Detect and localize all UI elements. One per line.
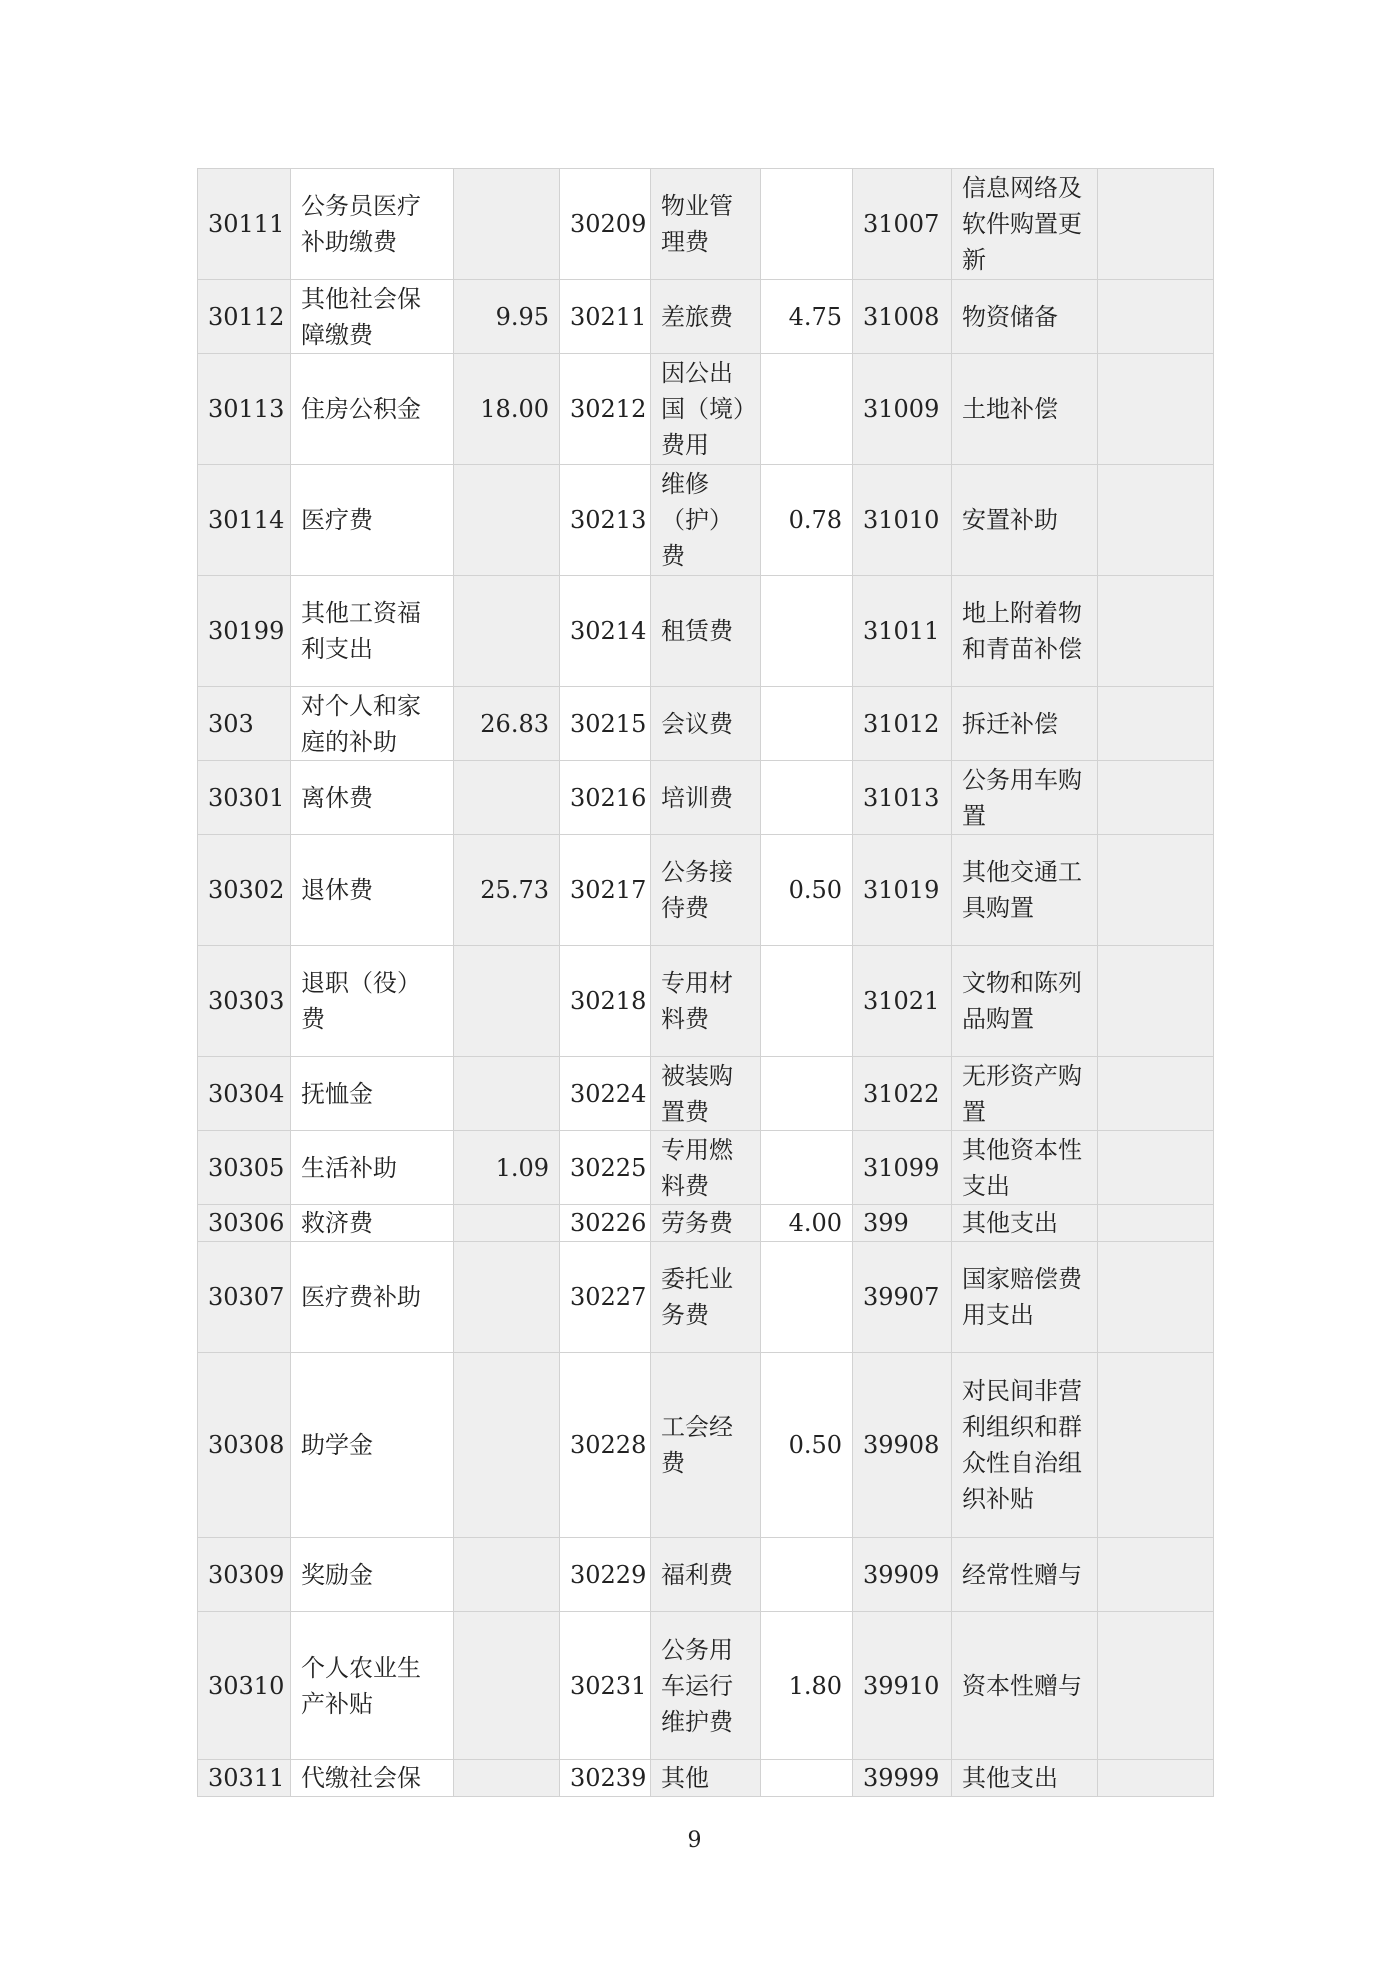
cell-expense-amount: [454, 1242, 560, 1353]
cell-expense-item: 退职（役）费: [291, 946, 454, 1057]
cell-expense-item: 信息网络及软件购置更新: [952, 169, 1098, 280]
cell-expense-amount: 0.50: [761, 1353, 853, 1538]
cell-expense-amount: [454, 1612, 560, 1760]
table-row: [198, 1131, 1214, 1205]
cell-expense-item: 对民间非营利组织和群众性自治组织补贴: [952, 1353, 1098, 1538]
cell-expense-item: 资本性赠与: [952, 1612, 1098, 1760]
cell-expense-amount: 18.00: [454, 354, 560, 465]
table-row: [198, 1538, 1214, 1612]
cell-expense-code: 30228: [560, 1353, 651, 1538]
cell-expense-item: 公务用车购置: [952, 761, 1098, 835]
cell-expense-code: 30226: [560, 1205, 651, 1242]
cell-expense-code: 39907: [853, 1242, 952, 1353]
table-row: [198, 761, 1214, 835]
cell-expense-item: 住房公积金: [291, 354, 454, 465]
cell-expense-item: 离休费: [291, 761, 454, 835]
cell-expense-code: 31021: [853, 946, 952, 1057]
cell-expense-code: 30231: [560, 1612, 651, 1760]
cell-expense-item: 经常性赠与: [952, 1538, 1098, 1612]
table-row: [198, 354, 1214, 465]
cell-expense-item: 租赁费: [651, 576, 761, 687]
cell-expense-code: 30215: [560, 687, 651, 761]
cell-expense-amount: 0.78: [761, 465, 853, 576]
budget-table: [197, 168, 1214, 1797]
table-row: [198, 1242, 1214, 1353]
table-row: [198, 687, 1214, 761]
cell-expense-item: 代缴社会保: [291, 1760, 454, 1797]
cell-expense-code: 30213: [560, 465, 651, 576]
cell-expense-code: 31099: [853, 1131, 952, 1205]
cell-expense-code: 30301: [198, 761, 291, 835]
cell-expense-item: 工会经费: [651, 1353, 761, 1538]
table-row: [198, 835, 1214, 946]
cell-expense-code: 31013: [853, 761, 952, 835]
cell-expense-item: 物资储备: [952, 280, 1098, 354]
cell-expense-amount: [1098, 835, 1214, 946]
cell-expense-item: 助学金: [291, 1353, 454, 1538]
cell-expense-item: 公务员医疗补助缴费: [291, 169, 454, 280]
cell-expense-item: 其他: [651, 1760, 761, 1797]
cell-expense-item: 物业管理费: [651, 169, 761, 280]
cell-expense-item: 医疗费补助: [291, 1242, 454, 1353]
cell-expense-code: 30224: [560, 1057, 651, 1131]
cell-expense-code: 30199: [198, 576, 291, 687]
table-row: [198, 1612, 1214, 1760]
cell-expense-code: 30302: [198, 835, 291, 946]
cell-expense-code: 30114: [198, 465, 291, 576]
cell-expense-code: 39910: [853, 1612, 952, 1760]
cell-expense-code: 30211: [560, 280, 651, 354]
cell-expense-code: 30225: [560, 1131, 651, 1205]
cell-expense-amount: 26.83: [454, 687, 560, 761]
cell-expense-item: 无形资产购置: [952, 1057, 1098, 1131]
table-row: [198, 465, 1214, 576]
cell-expense-code: 30307: [198, 1242, 291, 1353]
cell-expense-amount: [454, 1057, 560, 1131]
cell-expense-code: 30311: [198, 1760, 291, 1797]
cell-expense-item: 其他工资福利支出: [291, 576, 454, 687]
cell-expense-code: 30306: [198, 1205, 291, 1242]
cell-expense-item: 专用材料费: [651, 946, 761, 1057]
cell-expense-amount: [454, 169, 560, 280]
cell-expense-item: 个人农业生产补贴: [291, 1612, 454, 1760]
cell-expense-item: 文物和陈列品购置: [952, 946, 1098, 1057]
cell-expense-amount: 4.00: [761, 1205, 853, 1242]
cell-expense-item: 地上附着物和青苗补偿: [952, 576, 1098, 687]
cell-expense-amount: [761, 354, 853, 465]
cell-expense-amount: 25.73: [454, 835, 560, 946]
cell-expense-amount: [1098, 1205, 1214, 1242]
cell-expense-code: 30112: [198, 280, 291, 354]
cell-expense-code: 30309: [198, 1538, 291, 1612]
cell-expense-item: 维修（护）费: [651, 465, 761, 576]
cell-expense-amount: [1098, 354, 1214, 465]
cell-expense-amount: [1098, 1612, 1214, 1760]
table-body: [198, 169, 1214, 1797]
cell-expense-code: 39999: [853, 1760, 952, 1797]
cell-expense-code: 30303: [198, 946, 291, 1057]
cell-expense-code: 30229: [560, 1538, 651, 1612]
cell-expense-amount: [761, 1057, 853, 1131]
cell-expense-code: 39908: [853, 1353, 952, 1538]
cell-expense-amount: [761, 1131, 853, 1205]
cell-expense-code: 30113: [198, 354, 291, 465]
table-row: [198, 280, 1214, 354]
cell-expense-amount: [1098, 576, 1214, 687]
cell-expense-amount: 1.09: [454, 1131, 560, 1205]
cell-expense-amount: [761, 946, 853, 1057]
table-row: [198, 1760, 1214, 1797]
cell-expense-code: 30239: [560, 1760, 651, 1797]
cell-expense-item: 国家赔偿费用支出: [952, 1242, 1098, 1353]
cell-expense-amount: [1098, 946, 1214, 1057]
cell-expense-code: 30217: [560, 835, 651, 946]
cell-expense-amount: [761, 1242, 853, 1353]
cell-expense-item: 公务用车运行维护费: [651, 1612, 761, 1760]
cell-expense-amount: [1098, 1760, 1214, 1797]
cell-expense-amount: [761, 576, 853, 687]
cell-expense-amount: [1098, 1057, 1214, 1131]
cell-expense-amount: [1098, 687, 1214, 761]
cell-expense-item: 医疗费: [291, 465, 454, 576]
cell-expense-item: 会议费: [651, 687, 761, 761]
cell-expense-amount: [454, 761, 560, 835]
cell-expense-item: 培训费: [651, 761, 761, 835]
cell-expense-item: 对个人和家庭的补助: [291, 687, 454, 761]
cell-expense-amount: [454, 1353, 560, 1538]
cell-expense-amount: 4.75: [761, 280, 853, 354]
cell-expense-amount: [1098, 280, 1214, 354]
cell-expense-code: 30214: [560, 576, 651, 687]
cell-expense-code: 30305: [198, 1131, 291, 1205]
cell-expense-code: 39909: [853, 1538, 952, 1612]
cell-expense-code: 30216: [560, 761, 651, 835]
cell-expense-item: 差旅费: [651, 280, 761, 354]
cell-expense-item: 其他交通工具购置: [952, 835, 1098, 946]
cell-expense-code: 31009: [853, 354, 952, 465]
cell-expense-code: 31008: [853, 280, 952, 354]
cell-expense-code: 30218: [560, 946, 651, 1057]
cell-expense-amount: [454, 465, 560, 576]
cell-expense-amount: [761, 761, 853, 835]
cell-expense-code: 30209: [560, 169, 651, 280]
cell-expense-amount: [761, 1538, 853, 1612]
cell-expense-code: 30304: [198, 1057, 291, 1131]
cell-expense-code: 30227: [560, 1242, 651, 1353]
cell-expense-code: 31019: [853, 835, 952, 946]
cell-expense-amount: [761, 1760, 853, 1797]
cell-expense-code: 31007: [853, 169, 952, 280]
cell-expense-amount: [1098, 761, 1214, 835]
cell-expense-item: 委托业务费: [651, 1242, 761, 1353]
cell-expense-code: 31011: [853, 576, 952, 687]
cell-expense-item: 拆迁补偿: [952, 687, 1098, 761]
cell-expense-code: 30310: [198, 1612, 291, 1760]
cell-expense-item: 其他资本性支出: [952, 1131, 1098, 1205]
cell-expense-amount: [454, 1205, 560, 1242]
cell-expense-code: 30111: [198, 169, 291, 280]
cell-expense-code: 31012: [853, 687, 952, 761]
cell-expense-item: 救济费: [291, 1205, 454, 1242]
cell-expense-item: 专用燃料费: [651, 1131, 761, 1205]
cell-expense-item: 其他支出: [952, 1205, 1098, 1242]
cell-expense-code: 30212: [560, 354, 651, 465]
cell-expense-code: 31010: [853, 465, 952, 576]
cell-expense-code: 303: [198, 687, 291, 761]
table-row: [198, 1057, 1214, 1131]
cell-expense-amount: [454, 1760, 560, 1797]
cell-expense-amount: 9.95: [454, 280, 560, 354]
cell-expense-item: 退休费: [291, 835, 454, 946]
cell-expense-amount: [1098, 1242, 1214, 1353]
cell-expense-item: 抚恤金: [291, 1057, 454, 1131]
cell-expense-amount: [1098, 1353, 1214, 1538]
cell-expense-item: 因公出国（境）费用: [651, 354, 761, 465]
cell-expense-code: 31022: [853, 1057, 952, 1131]
cell-expense-item: 奖励金: [291, 1538, 454, 1612]
cell-expense-item: 被装购置费: [651, 1057, 761, 1131]
table-row: [198, 576, 1214, 687]
cell-expense-amount: [1098, 465, 1214, 576]
table-row: [198, 169, 1214, 280]
table-row: [198, 1353, 1214, 1538]
cell-expense-amount: [1098, 169, 1214, 280]
cell-expense-code: 399: [853, 1205, 952, 1242]
cell-expense-item: 劳务费: [651, 1205, 761, 1242]
cell-expense-amount: [454, 1538, 560, 1612]
cell-expense-code: 30308: [198, 1353, 291, 1538]
cell-expense-amount: [761, 169, 853, 280]
cell-expense-item: 福利费: [651, 1538, 761, 1612]
cell-expense-amount: [1098, 1538, 1214, 1612]
table-row: [198, 1205, 1214, 1242]
cell-expense-item: 安置补助: [952, 465, 1098, 576]
cell-expense-item: 生活补助: [291, 1131, 454, 1205]
cell-expense-amount: [761, 687, 853, 761]
page-number: 9: [687, 1828, 702, 1853]
cell-expense-amount: [1098, 1131, 1214, 1205]
cell-expense-amount: 1.80: [761, 1612, 853, 1760]
cell-expense-item: 其他支出: [952, 1760, 1098, 1797]
cell-expense-item: 公务接待费: [651, 835, 761, 946]
cell-expense-item: 土地补偿: [952, 354, 1098, 465]
cell-expense-amount: 0.50: [761, 835, 853, 946]
cell-expense-item: 其他社会保障缴费: [291, 280, 454, 354]
table-row: [198, 946, 1214, 1057]
cell-expense-amount: [454, 576, 560, 687]
cell-expense-amount: [454, 946, 560, 1057]
